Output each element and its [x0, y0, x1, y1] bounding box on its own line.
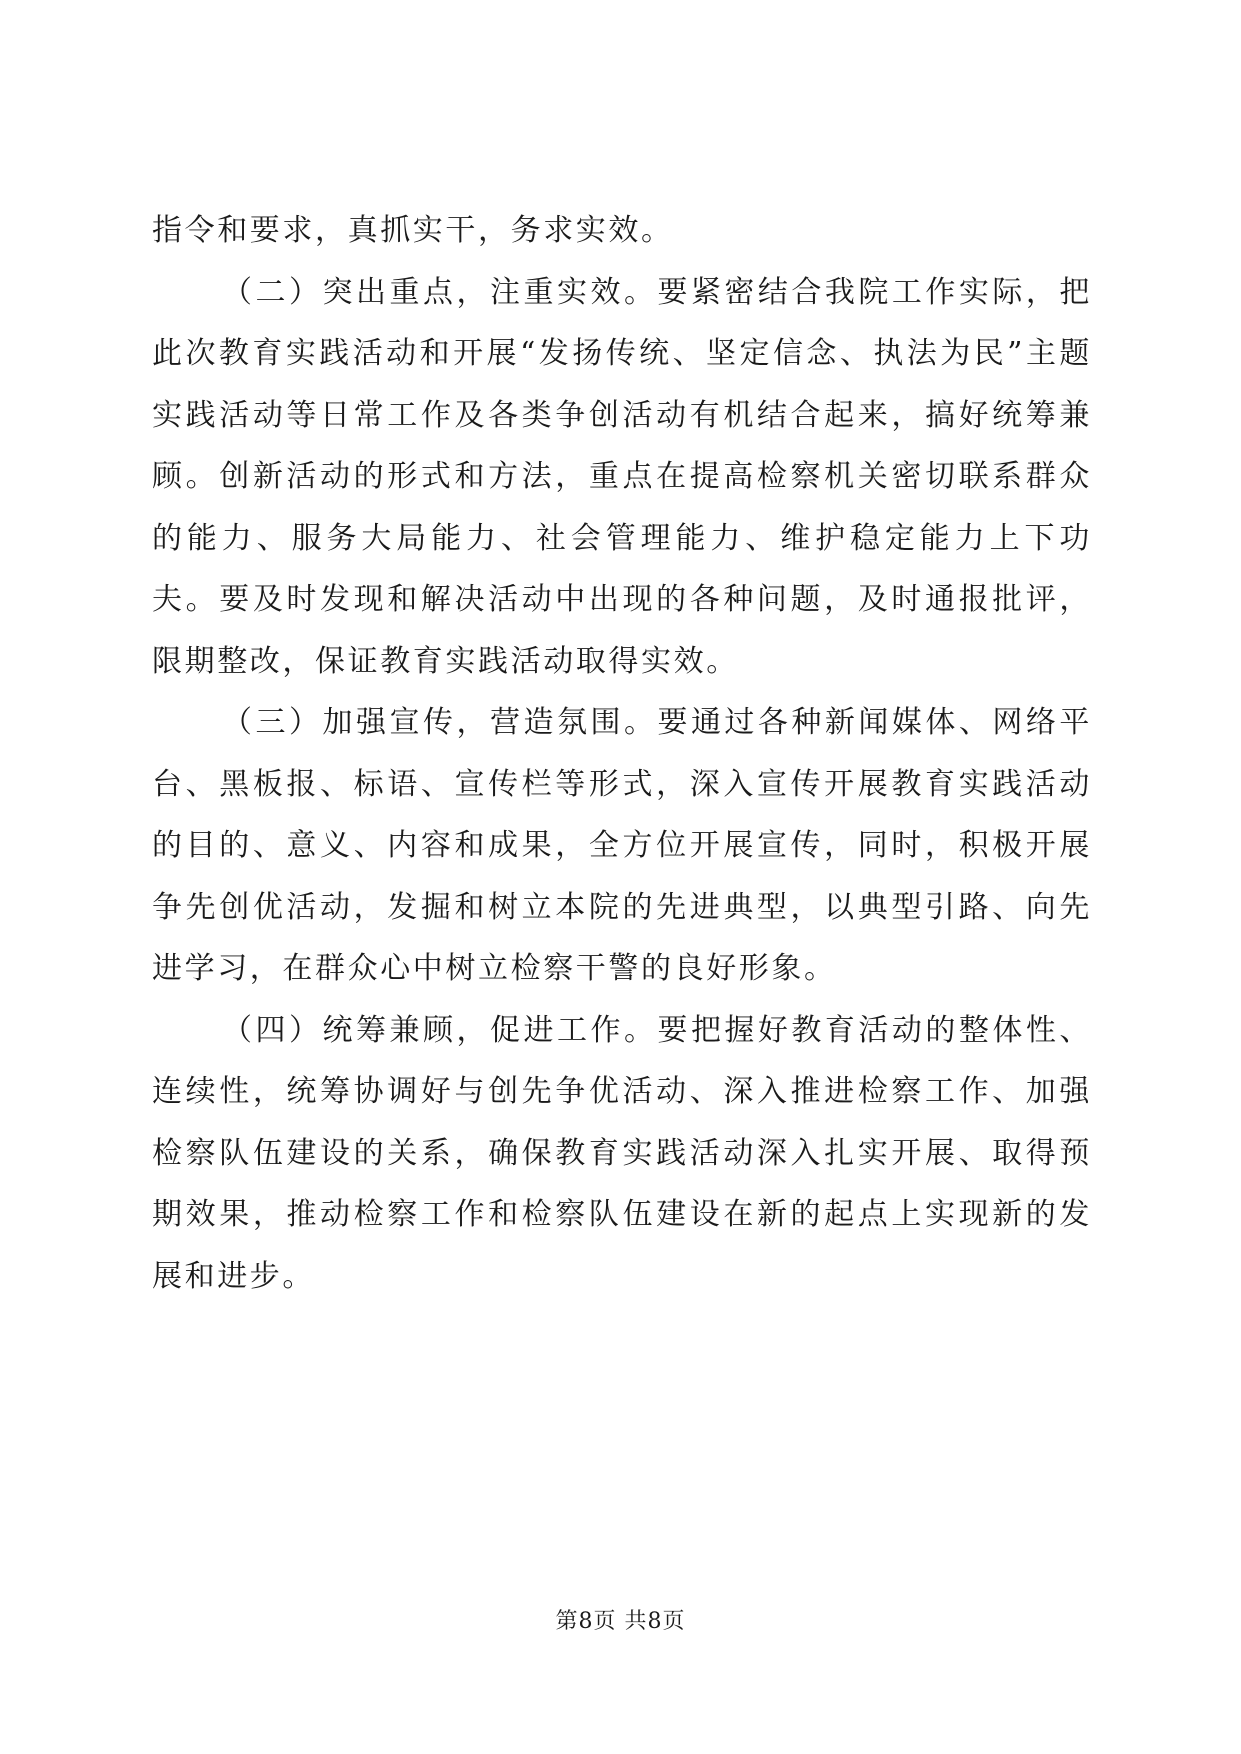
paragraph-section-4: （四）统筹兼顾，促进工作。要把握好教育活动的整体性、连续性，统筹协调好与创先争优活动、深入推进检察工作、加强检察队伍建设的关系，确保教育实践活动深入扎实开展、取得预期效果，推动检察工作和检察队伍建设在新的起点上实现新的发展和进步。: [152, 1012, 1092, 1294]
paragraph-continuation: 指令和要求，真抓实干，务求实效。: [152, 213, 674, 248]
paragraph-section-3: （三）加强宣传，营造氛围。要通过各种新闻媒体、网络平台、黑板报、标语、宣传栏等形式，深入宣传开展教育实践活动的目的、意义、内容和成果，全方位开展宣传，同时，积极开展争先创优活动，发掘和树立本院的先进典型，以典型引路、向先进学习，在群众心中树立检察干警的良好形象。: [152, 705, 1092, 986]
document-body: [152, 200, 1092, 1307]
paragraph-section-2: （二）突出重点，注重实效。要紧密结合我院工作实际，把此次教育实践活动和开展“发扬传统、坚定信念、执法为民”主题实践活动等日常工作及各类争创活动有机结合起来，搞好统筹兼顾。创新活动的形式和方法，重点在提高检察机关密切联系群众的能力、服务大局能力、社会管理能力、维护稳定能力上下功夫。要及时发现和解决活动中出现的各种问题，及时通报批评，限期整改，保证教育实践活动取得实效。: [152, 274, 1092, 679]
page-number-footer: 第8页 共8页: [555, 1609, 686, 1634]
